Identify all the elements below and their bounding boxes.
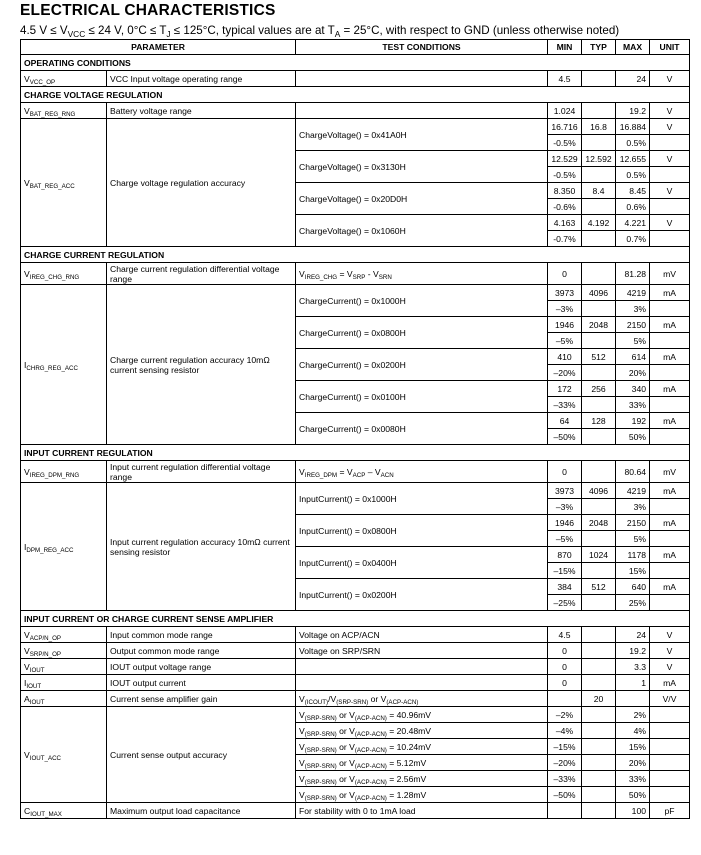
unit-cell xyxy=(650,739,690,755)
unit-cell: V xyxy=(650,151,690,167)
table-row xyxy=(21,103,690,119)
page-title: ELECTRICAL CHARACTERISTICS xyxy=(20,2,276,19)
unit-cell: V xyxy=(650,71,690,87)
max-cell: 614 xyxy=(616,349,650,365)
unit-cell: V xyxy=(650,659,690,675)
parameter-cell: Output common mode range xyxy=(107,643,296,659)
max-cell: 12.655 xyxy=(616,151,650,167)
section-row xyxy=(21,87,690,103)
min-cell: 3973 xyxy=(548,285,582,301)
condition-cell: InputCurrent() = 0x1000H xyxy=(296,483,548,515)
table-row xyxy=(21,659,690,675)
col-header-parameter: PARAMETER xyxy=(21,40,296,55)
parameter-cell: VCC Input voltage operating range xyxy=(107,71,296,87)
min-cell: 4.5 xyxy=(548,627,582,643)
min-percent-cell: –25% xyxy=(548,595,582,611)
unit-cell: mA xyxy=(650,285,690,301)
col-header-min: MIN xyxy=(548,40,582,55)
min-percent-cell: -0.7% xyxy=(548,231,582,247)
condition-cell: $V_{(SRP-SRN)}$ or $V_{(ACP-ACN)} = 1.28mV$ xyxy=(296,787,548,803)
min-cell: –4% xyxy=(548,723,582,739)
min-percent-cell: –15% xyxy=(548,563,582,579)
unit-cell xyxy=(650,787,690,803)
unit-cell: mA xyxy=(650,349,690,365)
unit-cell: V xyxy=(650,215,690,231)
condition-cell xyxy=(296,71,548,87)
condition-cell xyxy=(296,659,548,675)
symbol-cell: $I_{CHRG\_REG\_ACC}$ xyxy=(21,285,107,445)
table-header-row xyxy=(21,40,690,55)
unit-cell xyxy=(650,707,690,723)
condition-cell xyxy=(296,675,548,691)
parameter-cell: Current sense output accuracy xyxy=(107,707,296,803)
typ-cell xyxy=(582,643,616,659)
unit-cell: V xyxy=(650,643,690,659)
min-cell: –33% xyxy=(548,771,582,787)
typ-cell xyxy=(582,397,616,413)
condition-cell: $V_{(SRP-SRN)}$ or $V_{(ACP-ACN)} = 5.12mV$ xyxy=(296,755,548,771)
table-row xyxy=(21,627,690,643)
min-cell: 870 xyxy=(548,547,582,563)
table-row xyxy=(21,691,690,707)
max-percent-cell: 3% xyxy=(616,499,650,515)
min-percent-cell: –5% xyxy=(548,333,582,349)
parameter-cell: Battery voltage range xyxy=(107,103,296,119)
unit-cell: mA xyxy=(650,381,690,397)
unit-cell xyxy=(650,531,690,547)
min-percent-cell: –20% xyxy=(548,365,582,381)
table-row xyxy=(21,675,690,691)
condition-cell: ChargeVoltage() = 0x20D0H xyxy=(296,183,548,215)
test-conditions-note: 4.5 $V \le V_{VCC} \le 24$ V, $0^\circ C \le T_J \le 125^\circ C$, typical values are at $T_A = 25^\circ C$, with respect to GND (unless otherwise noted) xyxy=(20,24,620,39)
max-percent-cell: 3% xyxy=(616,301,650,317)
symbol-cell: $V_{IREG\_CHG\_RNG}$ xyxy=(21,263,107,285)
unit-cell: mV xyxy=(650,263,690,285)
max-cell: 24 xyxy=(616,71,650,87)
min-cell: 8.350 xyxy=(548,183,582,199)
typ-cell xyxy=(582,563,616,579)
condition-cell: ChargeCurrent() = 0x0080H xyxy=(296,413,548,445)
parameter-cell: Input current regulation differential voltage range xyxy=(107,461,296,483)
typ-cell xyxy=(582,627,616,643)
min-cell: 0 xyxy=(548,675,582,691)
min-percent-cell: –50% xyxy=(548,429,582,445)
min-cell: 0 xyxy=(548,659,582,675)
max-cell: 100 xyxy=(616,803,650,819)
max-cell: 4.221 xyxy=(616,215,650,231)
min-cell: 0 xyxy=(548,643,582,659)
max-percent-cell: 0.5% xyxy=(616,135,650,151)
typ-cell xyxy=(582,429,616,445)
unit-cell xyxy=(650,167,690,183)
max-cell: 80.64 xyxy=(616,461,650,483)
typ-cell xyxy=(582,659,616,675)
typ-cell xyxy=(582,803,616,819)
parameter-cell: Input current regulation accuracy 10mΩ current sensing resistor xyxy=(107,483,296,611)
typ-cell: 4.192 xyxy=(582,215,616,231)
min-cell: –15% xyxy=(548,739,582,755)
typ-cell: 20 xyxy=(582,691,616,707)
min-cell: –2% xyxy=(548,707,582,723)
typ-cell: 2048 xyxy=(582,317,616,333)
typ-cell xyxy=(582,199,616,215)
min-percent-cell: -0.5% xyxy=(548,167,582,183)
typ-cell xyxy=(582,135,616,151)
condition-cell: Voltage on SRP/SRN xyxy=(296,643,548,659)
max-percent-cell: 15% xyxy=(616,563,650,579)
condition-cell: $V_{(SRP-SRN)}$ or $V_{(ACP-ACN)} = 20.48mV$ xyxy=(296,723,548,739)
max-percent-cell: 33% xyxy=(616,397,650,413)
typ-cell: 512 xyxy=(582,349,616,365)
condition-cell: $V_{IREG\_CHG} = V_{SRP} - V_{SRN}$ xyxy=(296,263,548,285)
max-cell: 4% xyxy=(616,723,650,739)
max-cell: 19.2 xyxy=(616,643,650,659)
symbol-cell: $V_{SRP/N\_OP}$ xyxy=(21,643,107,659)
symbol-cell: $V_{ACP/N\_OP}$ xyxy=(21,627,107,643)
condition-cell: InputCurrent() = 0x0800H xyxy=(296,515,548,547)
col-header-unit: UNIT xyxy=(650,40,690,55)
condition-cell xyxy=(296,103,548,119)
unit-cell xyxy=(650,755,690,771)
section-title: INPUT CURRENT OR CHARGE CURRENT SENSE AMPLIFIER xyxy=(21,611,690,627)
symbol-cell: $I_{DPM\_REG\_ACC}$ xyxy=(21,483,107,611)
condition-cell: $V_{(SRP-SRN)}$ or $V_{(ACP-ACN)} = 40.96mV$ xyxy=(296,707,548,723)
unit-cell: V/V xyxy=(650,691,690,707)
unit-cell: mA xyxy=(650,675,690,691)
typ-cell: 4096 xyxy=(582,483,616,499)
symbol-cell: $A_{IOUT}$ xyxy=(21,691,107,707)
min-cell: –50% xyxy=(548,787,582,803)
max-cell: 24 xyxy=(616,627,650,643)
min-cell: 1.024 xyxy=(548,103,582,119)
condition-cell: InputCurrent() = 0x0400H xyxy=(296,547,548,579)
symbol-cell: $V_{IOUT\_ACC}$ xyxy=(21,707,107,803)
max-percent-cell: 50% xyxy=(616,429,650,445)
typ-cell: 8.4 xyxy=(582,183,616,199)
min-cell: 12.529 xyxy=(548,151,582,167)
typ-cell xyxy=(582,739,616,755)
table-row xyxy=(21,119,690,135)
max-percent-cell: 0.7% xyxy=(616,231,650,247)
max-cell: 16.884 xyxy=(616,119,650,135)
condition-cell: InputCurrent() = 0x0200H xyxy=(296,579,548,611)
typ-cell: 1024 xyxy=(582,547,616,563)
max-cell: 3.3 xyxy=(616,659,650,675)
unit-cell: mA xyxy=(650,579,690,595)
max-cell: 2150 xyxy=(616,515,650,531)
parameter-cell: Charge current regulation accuracy 10mΩ current sensing resistor xyxy=(107,285,296,445)
table-row xyxy=(21,461,690,483)
max-percent-cell: 5% xyxy=(616,531,650,547)
section-title: OPERATING CONDITIONS xyxy=(21,55,690,71)
typ-cell: 12.592 xyxy=(582,151,616,167)
col-header-test-conditions: TEST CONDITIONS xyxy=(296,40,548,55)
unit-cell: V xyxy=(650,103,690,119)
max-percent-cell: 0.5% xyxy=(616,167,650,183)
condition-cell: $V_{(ICOUT)}/V_{(SRP-SRN)}$ or $V_{(ACP-ACN)}$ xyxy=(296,691,548,707)
min-cell: 64 xyxy=(548,413,582,429)
unit-cell: pF xyxy=(650,803,690,819)
unit-cell: mV xyxy=(650,461,690,483)
unit-cell xyxy=(650,595,690,611)
unit-cell xyxy=(650,301,690,317)
unit-cell xyxy=(650,429,690,445)
condition-cell: Voltage on ACP/ACN xyxy=(296,627,548,643)
typ-cell xyxy=(582,103,616,119)
max-cell: 2% xyxy=(616,707,650,723)
unit-cell: mA xyxy=(650,515,690,531)
symbol-cell: $V_{BAT\_REG\_ACC}$ xyxy=(21,119,107,247)
typ-cell xyxy=(582,675,616,691)
max-cell: 4219 xyxy=(616,285,650,301)
typ-cell xyxy=(582,499,616,515)
max-cell: 33% xyxy=(616,771,650,787)
min-cell: 384 xyxy=(548,579,582,595)
table-row xyxy=(21,263,690,285)
condition-cell: ChargeCurrent() = 0x0800H xyxy=(296,317,548,349)
max-cell: 4219 xyxy=(616,483,650,499)
section-title: INPUT CURRENT REGULATION xyxy=(21,445,690,461)
symbol-cell: $V_{VCC\_OP}$ xyxy=(21,71,107,87)
unit-cell xyxy=(650,333,690,349)
typ-cell xyxy=(582,707,616,723)
section-row xyxy=(21,247,690,263)
unit-cell: V xyxy=(650,183,690,199)
min-cell: 0 xyxy=(548,263,582,285)
max-cell: 1 xyxy=(616,675,650,691)
typ-cell: 4096 xyxy=(582,285,616,301)
min-cell: –20% xyxy=(548,755,582,771)
condition-cell: For stability with 0 to 1mA load xyxy=(296,803,548,819)
unit-cell: mA xyxy=(650,413,690,429)
typ-cell xyxy=(582,461,616,483)
typ-cell xyxy=(582,333,616,349)
max-cell: 50% xyxy=(616,787,650,803)
unit-cell xyxy=(650,397,690,413)
symbol-cell: $C_{IOUT\_MAX}$ xyxy=(21,803,107,819)
typ-cell xyxy=(582,365,616,381)
parameter-cell: Charge voltage regulation accuracy xyxy=(107,119,296,247)
unit-cell: mA xyxy=(650,547,690,563)
min-percent-cell: -0.5% xyxy=(548,135,582,151)
min-cell: 3973 xyxy=(548,483,582,499)
unit-cell xyxy=(650,563,690,579)
max-cell: 8.45 xyxy=(616,183,650,199)
table-row xyxy=(21,71,690,87)
typ-cell: 512 xyxy=(582,579,616,595)
condition-cell: $V_{IREG\_DPM} = V_{ACP} - V_{ACN}$ xyxy=(296,461,548,483)
unit-cell: V xyxy=(650,119,690,135)
table-row xyxy=(21,803,690,819)
typ-cell xyxy=(582,755,616,771)
parameter-cell: Charge current regulation differential voltage range xyxy=(107,263,296,285)
min-cell: 16.716 xyxy=(548,119,582,135)
condition-cell: ChargeVoltage() = 0x41A0H xyxy=(296,119,548,151)
min-cell: 0 xyxy=(548,461,582,483)
section-title: CHARGE CURRENT REGULATION xyxy=(21,247,690,263)
max-cell: 20% xyxy=(616,755,650,771)
unit-cell xyxy=(650,365,690,381)
unit-cell xyxy=(650,723,690,739)
max-percent-cell: 5% xyxy=(616,333,650,349)
table-row xyxy=(21,285,690,301)
min-cell xyxy=(548,691,582,707)
table-row xyxy=(21,707,690,723)
typ-cell xyxy=(582,301,616,317)
typ-cell: 256 xyxy=(582,381,616,397)
max-cell: 640 xyxy=(616,579,650,595)
section-row xyxy=(21,445,690,461)
max-percent-cell: 20% xyxy=(616,365,650,381)
min-cell: 1946 xyxy=(548,317,582,333)
unit-cell: V xyxy=(650,627,690,643)
typ-cell xyxy=(582,723,616,739)
electrical-characteristics-table xyxy=(20,39,690,819)
unit-cell xyxy=(650,499,690,515)
parameter-cell: IOUT output current xyxy=(107,675,296,691)
min-percent-cell: –3% xyxy=(548,499,582,515)
max-cell: 192 xyxy=(616,413,650,429)
symbol-cell: $V_{IREG\_DPM\_RNG}$ xyxy=(21,461,107,483)
table-row xyxy=(21,643,690,659)
unit-cell xyxy=(650,771,690,787)
condition-cell: $V_{(SRP-SRN)}$ or $V_{(ACP-ACN)} = 2.56mV$ xyxy=(296,771,548,787)
symbol-cell: $V_{IOUT}$ xyxy=(21,659,107,675)
min-cell: 4.163 xyxy=(548,215,582,231)
typ-cell: 2048 xyxy=(582,515,616,531)
section-row xyxy=(21,611,690,627)
min-percent-cell: –33% xyxy=(548,397,582,413)
min-percent-cell: –3% xyxy=(548,301,582,317)
max-cell: 1178 xyxy=(616,547,650,563)
unit-cell xyxy=(650,199,690,215)
condition-cell: ChargeCurrent() = 0x0100H xyxy=(296,381,548,413)
max-cell: 340 xyxy=(616,381,650,397)
min-cell: 410 xyxy=(548,349,582,365)
condition-cell: ChargeVoltage() = 0x1060H xyxy=(296,215,548,247)
symbol-cell: $V_{BAT\_REG\_RNG}$ xyxy=(21,103,107,119)
min-percent-cell: –5% xyxy=(548,531,582,547)
typ-cell xyxy=(582,263,616,285)
typ-cell: 16.8 xyxy=(582,119,616,135)
col-header-typ: TYP xyxy=(582,40,616,55)
unit-cell xyxy=(650,135,690,151)
unit-cell: mA xyxy=(650,483,690,499)
parameter-cell: Input common mode range xyxy=(107,627,296,643)
parameter-cell: IOUT output voltage range xyxy=(107,659,296,675)
unit-cell xyxy=(650,231,690,247)
typ-cell: 128 xyxy=(582,413,616,429)
min-cell: 4.5 xyxy=(548,71,582,87)
condition-cell: ChargeVoltage() = 0x3130H xyxy=(296,151,548,183)
section-title: CHARGE VOLTAGE REGULATION xyxy=(21,87,690,103)
min-cell xyxy=(548,803,582,819)
symbol-cell: $I_{IOUT}$ xyxy=(21,675,107,691)
typ-cell xyxy=(582,771,616,787)
condition-cell: $V_{(SRP-SRN)}$ or $V_{(ACP-ACN)} = 10.24mV$ xyxy=(296,739,548,755)
condition-cell: ChargeCurrent() = 0x1000H xyxy=(296,285,548,317)
typ-cell xyxy=(582,531,616,547)
typ-cell xyxy=(582,231,616,247)
max-percent-cell: 0.6% xyxy=(616,199,650,215)
typ-cell xyxy=(582,787,616,803)
min-cell: 1946 xyxy=(548,515,582,531)
max-cell: 2150 xyxy=(616,317,650,333)
condition-cell: ChargeCurrent() = 0x0200H xyxy=(296,349,548,381)
section-row xyxy=(21,55,690,71)
table-row xyxy=(21,483,690,499)
typ-cell xyxy=(582,595,616,611)
min-cell: 172 xyxy=(548,381,582,397)
parameter-cell: Current sense amplifier gain xyxy=(107,691,296,707)
max-percent-cell: 25% xyxy=(616,595,650,611)
col-header-max: MAX xyxy=(616,40,650,55)
parameter-cell: Maximum output load capacitance xyxy=(107,803,296,819)
max-cell: 19.2 xyxy=(616,103,650,119)
max-cell: 15% xyxy=(616,739,650,755)
max-cell xyxy=(616,691,650,707)
min-percent-cell: -0.6% xyxy=(548,199,582,215)
unit-cell: mA xyxy=(650,317,690,333)
typ-cell xyxy=(582,71,616,87)
max-cell: 81.28 xyxy=(616,263,650,285)
typ-cell xyxy=(582,167,616,183)
